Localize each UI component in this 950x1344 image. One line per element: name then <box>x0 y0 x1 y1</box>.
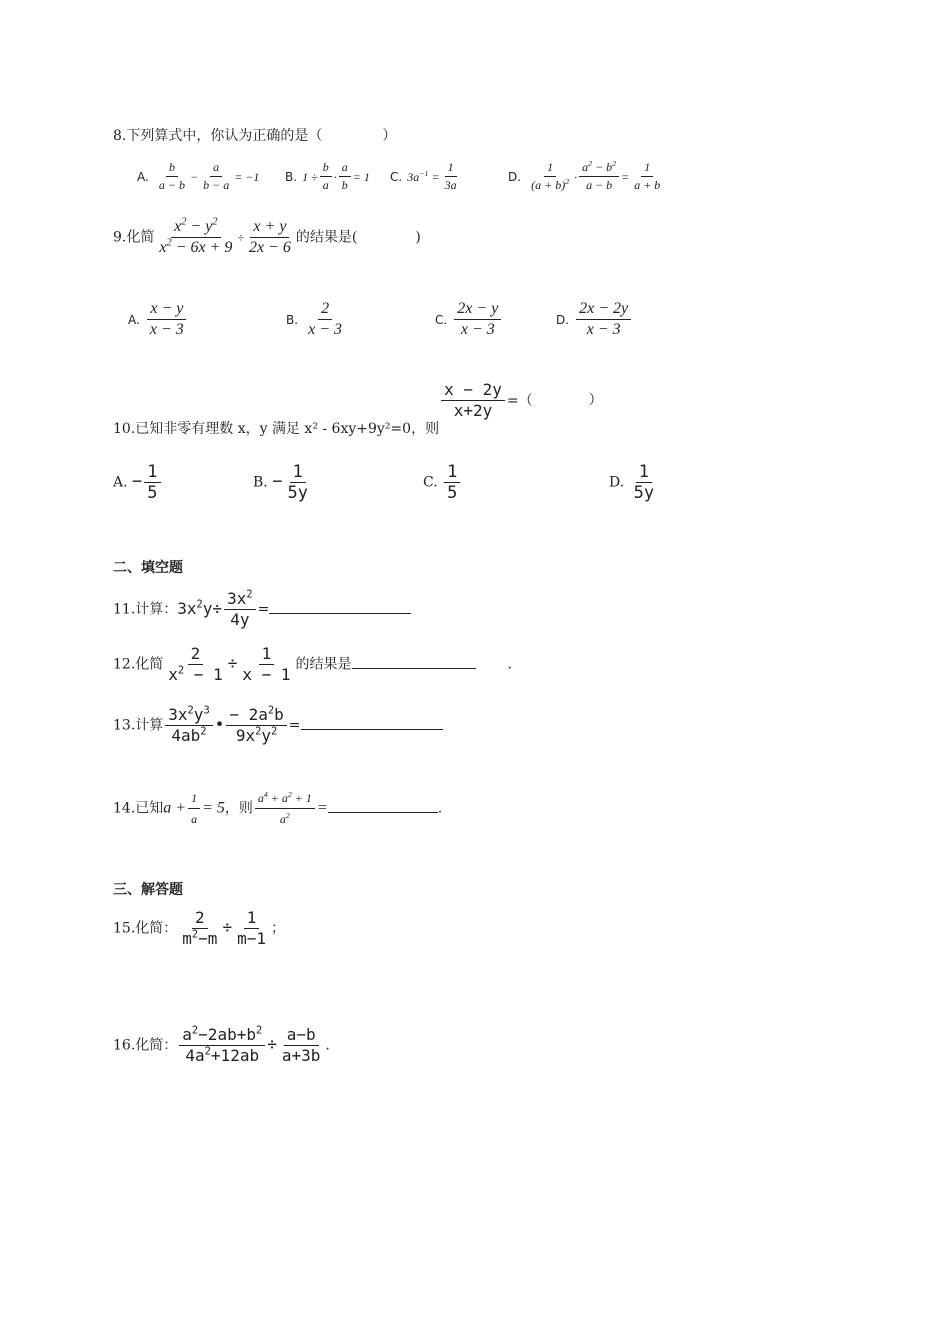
q8-option-b: B. 1 ÷ $\frac{b}{a}$ · $\frac{a}{b}$ = 1 <box>285 160 370 192</box>
q14-stem: 14.已知a + $\frac{1}{a}$ = 5，则 $\frac{a^4 + a^2 + 1}{a^2}$ = . <box>113 790 443 826</box>
q8-option-d: D. $\frac{1}{(a + b)^2}$ · $\frac{a^2 - b^2}{a - b}$ = $\frac{1}{a + b}$ <box>508 159 661 192</box>
q16-stem: 16.化简： $\frac{a^2-2ab+b^2}{4a^2+12ab}$ ÷ $\frac{a-b}{a+3b}$ . <box>113 1024 330 1065</box>
q11-stem: 11.计算：$3x^2y\div$ $\frac{3x^2}{4y}$ = <box>113 590 411 629</box>
q15-stem: 15.化简： $\frac{2}{m^2-m}$ ÷ $\frac{1}{m-1}$ ； <box>113 908 285 948</box>
q8-option-a: A. $\frac{b}{a - b}$ − $\frac{a}{b - a}$ = −1 <box>137 160 260 192</box>
q12-answer-blank <box>352 654 476 669</box>
q9-option-a: A. $\frac{x - y}{x - 3}$ <box>128 300 189 339</box>
q9-option-d: D. $\frac{2x - 2y}{x - 3}$ <box>556 300 633 339</box>
q10-option-a: A. − $\frac{1}{5}$ <box>113 463 163 502</box>
q12-stem: 12.化简 $\frac{2}{x^2 - 1}$ ÷ $\frac{1}{x - 1}$ 的结果是 . <box>113 644 512 684</box>
q8-option-c: C. $3a^{-1}$ = $\frac{1}{3a}$ <box>390 160 457 192</box>
q14-answer-blank <box>328 798 438 813</box>
section-heading-solutions: 三、解答题 <box>113 882 183 898</box>
section-heading-fill-in: 二、填空题 <box>113 560 183 576</box>
q10-stem: 10.已知非零有理数 x，y 满足 x² - 6xy+9y²=0，则 $\frac{x - 2y}{x+2y}$ =（ ） <box>113 380 603 437</box>
q10-option-c: C. $\frac{1}{5}$ <box>423 463 462 502</box>
q9-option-c: C. $\frac{2x - y}{x - 3}$ <box>435 300 503 339</box>
q8-stem: 8.下列算式中，你认为正确的是（ ） <box>113 128 397 144</box>
q13-stem: 13.计算 $\frac{3x^2y^3}{4ab^2}$ • $\frac{- 2a^2b}{9x^2y^2}$ = <box>113 706 443 745</box>
q13-answer-blank <box>301 715 443 730</box>
q10-option-d: D. $\frac{1}{5y}$ <box>609 462 655 503</box>
q10-option-b: B. − $\frac{1}{5y}$ <box>253 462 308 503</box>
q11-answer-blank <box>269 599 411 614</box>
q9-option-b: B. $\frac{2}{x - 3}$ <box>286 300 343 338</box>
q9-stem: 9.化简 $\frac{x^2 - y^2}{x^2 - 6x + 9}$ ÷ $\frac{x + y}{2x - 6}$ 的结果是( ) <box>113 216 421 256</box>
